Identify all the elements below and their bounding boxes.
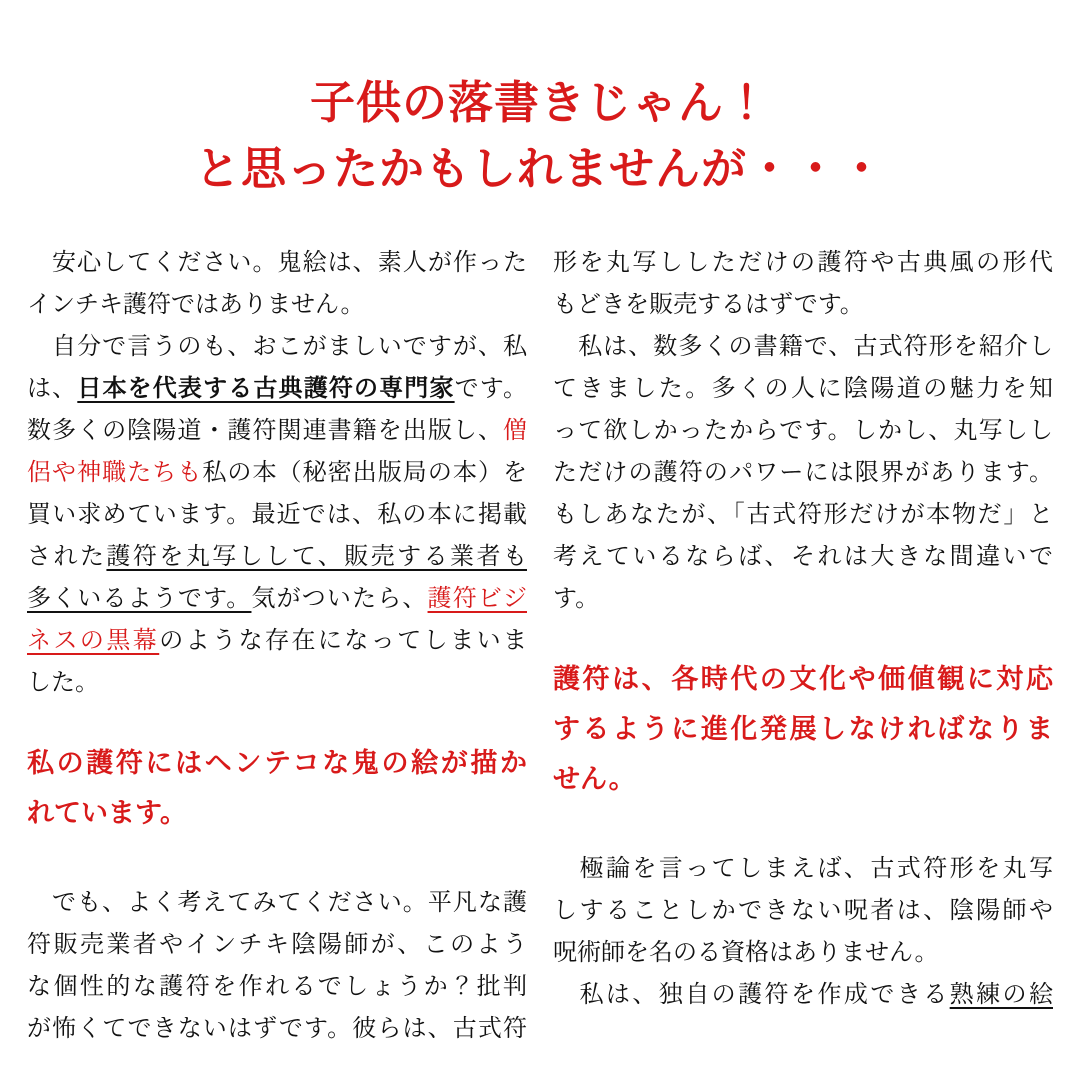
text-run: 考えているならば、それは大きな間違いで [553,543,1053,570]
text-run: もしあなたが、「古式符形だけが本物だ」と [553,501,1053,528]
text-line [553,452,1053,494]
text-line [27,368,527,410]
text-line [27,924,527,966]
text-run: 安心してください。鬼絵は、素人が作った [27,249,527,276]
text-line [553,654,1053,704]
text-run: 形を丸写ししただけの護符や古典風の形代 [553,249,1053,276]
text-run: 熟練の絵 [949,981,1053,1008]
text-run: するように進化発展しなければなりま [553,714,1053,744]
text-run: 護符は、各時代の文化や価値観に対応 [553,664,1053,694]
body-paragraph [27,882,527,1050]
text-line [27,788,527,838]
text-run: 私の護符にはヘンテコな鬼の絵が描か [27,748,527,778]
emphasis-paragraph [553,654,1053,804]
text-run: 侶や神職たちも [27,459,203,486]
text-run: 多くいるようです。 [27,585,252,612]
text-run: 護符ビジ [427,585,527,612]
text-run: す。 [553,585,600,612]
text-line [27,882,527,924]
text-line [27,620,527,662]
text-line [27,494,527,536]
text-column-right [553,242,1053,1050]
text-run: 極論を言ってしまえば、古式符形を丸写 [553,855,1053,882]
text-run: 僧 [503,417,527,444]
text-line [27,578,527,620]
text-line [553,536,1053,578]
text-line [553,974,1053,1016]
body-paragraph [553,848,1053,1016]
text-run: 呪術師を名のる資格はありません。 [553,939,939,966]
text-run: された [27,543,107,570]
text-line [553,494,1053,536]
text-run: 自分で言うのも、おこがましいですが、私 [27,333,527,360]
text-line [553,848,1053,890]
text-run: ただけの護符のパワーには限界があります。 [553,459,1053,486]
title-line-1: 子供の落書きじゃん！ [309,77,770,128]
text-run: 買い求めています。最近では、私の本に掲載 [27,501,527,528]
text-run: は、 [27,375,78,402]
text-run: せん。 [553,764,636,794]
text-run: って欲しかったからです。しかし、丸写しし [553,417,1053,444]
text-run: な個性的な護符を作れるでしょうか？批判 [27,973,527,1000]
text-line [27,536,527,578]
text-run: 気がついたら、 [251,585,428,612]
text-run: 符販売業者やインチキ陰陽師が、このよう [27,931,527,958]
text-line [27,966,527,1008]
text-run: もどきを販売するはずです。 [553,291,864,318]
text-run: のような存在になってしまいま [159,627,527,654]
text-run: 私は、数多くの書籍で、古式符形を紹介し [553,333,1053,360]
text-line [553,704,1053,754]
text-line [27,738,527,788]
text-line [27,1008,527,1050]
emphasis-paragraph [27,738,527,838]
text-line [553,284,1053,326]
text-line [553,242,1053,284]
text-line [27,662,527,704]
text-run: でも、よく考えてみてください。平凡な護 [27,889,527,916]
body-paragraph [553,242,1053,620]
text-run: 護符を丸写しして、販売する業者も [106,543,527,570]
text-run: した。 [27,669,99,696]
text-run: が怖くてできないはずです。彼らは、古式符 [27,1015,527,1042]
text-line [27,326,527,368]
body-paragraph [27,242,527,704]
text-column-left [27,242,527,1050]
two-column-layout [0,242,1080,1050]
text-run: しすることしかできない呪者は、陰陽師や [553,897,1053,924]
title-line-2: と思ったかもしれませんが・・・ [194,143,885,194]
text-line [553,932,1053,974]
text-run: 日本を代表する古典護符の専門家 [77,375,455,402]
text-line [27,410,527,452]
text-line [553,578,1053,620]
text-line [27,242,527,284]
text-run: てきました。多くの人に陰陽道の魅力を知 [553,375,1053,402]
text-run: れています。 [27,798,187,828]
text-run: です。 [454,375,527,402]
text-run: インチキ護符ではありません。 [27,291,365,318]
text-line [553,410,1053,452]
text-line [27,452,527,494]
text-line [553,890,1053,932]
text-run: 私の本（秘密出版局の本）を [202,459,527,486]
text-run: ネスの黒幕 [27,627,160,654]
text-line [553,326,1053,368]
main-title [0,70,1080,202]
text-line [27,284,527,326]
text-run: 私は、独自の護符を作成できる [553,981,950,1008]
text-line [553,754,1053,804]
text-run: 数多くの陰陽道・護符関連書籍を出版し、 [27,417,503,444]
text-line [553,368,1053,410]
